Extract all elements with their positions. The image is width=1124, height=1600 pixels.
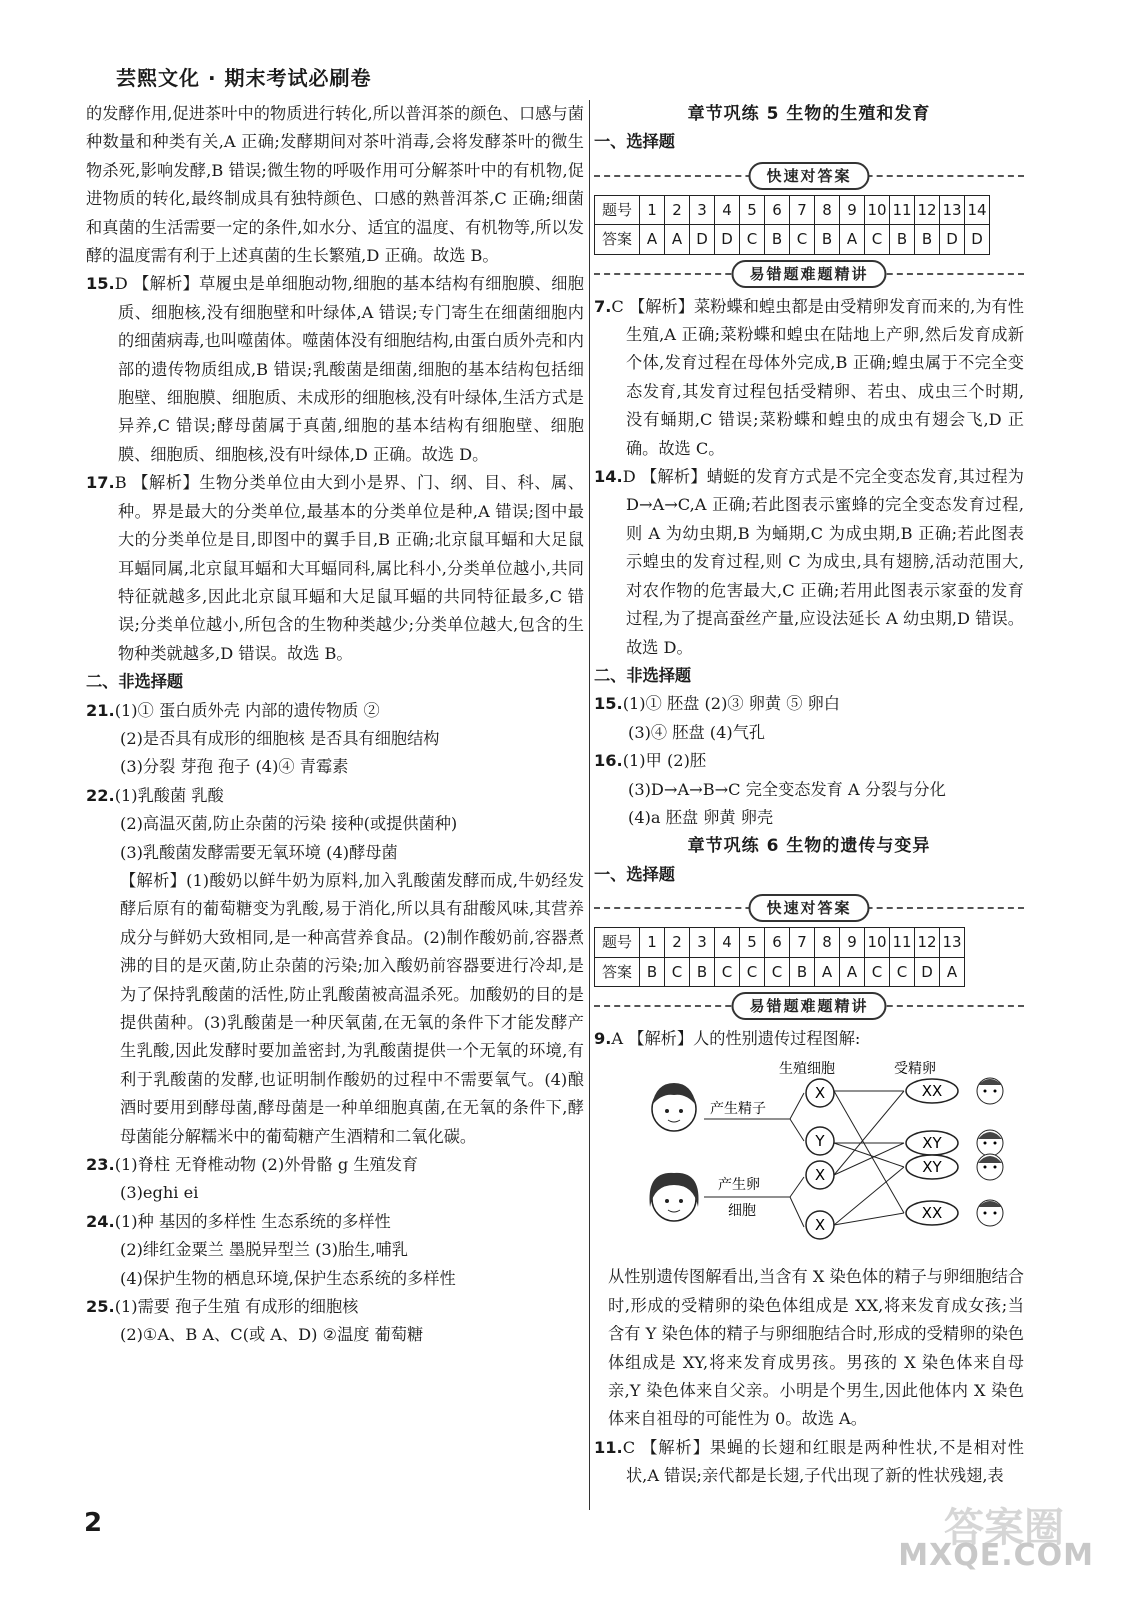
gamete-label: X xyxy=(814,1084,826,1103)
question-number-cell: 10 xyxy=(865,195,890,224)
question-number-cell: 6 xyxy=(765,928,790,957)
column-divider xyxy=(589,100,590,1510)
question-number: 24. xyxy=(86,1211,115,1231)
egg-label-2: 细胞 xyxy=(728,1203,756,1220)
row-label: 题号 xyxy=(595,928,640,957)
question-item xyxy=(86,697,584,725)
girl-face-icon xyxy=(977,1078,1003,1104)
banner-label: 快速对答案 xyxy=(748,894,869,922)
answer-cell: D xyxy=(690,225,715,254)
question-item xyxy=(86,1151,584,1179)
question-number: 23. xyxy=(86,1155,115,1175)
question-item xyxy=(594,293,1024,463)
ch6-section-choice: 一、选择题 xyxy=(594,864,675,884)
answer-line: (4)保护生物的栖息环境,保护生态系统的多样性 xyxy=(120,1268,456,1288)
answer-cell: A xyxy=(840,225,865,254)
answer-cell: A xyxy=(665,225,690,254)
question-9-explanation: 从性别遗传图解看出,当含有 X 染色体的精子与卵细胞结合时,形成的受精卵的染色体组成是 XX,将来发育成女孩;当含有 Y 染色体的精子与卵细胞结合时,形成的受精卵的染色体组成是 XY,将来发育成男孩。男孩的 X 染色体来自母亲,Y 染色体来自父亲。小明是个男生,因此他体内 X 染色体来自祖母的可能性为 0。故选 A。 xyxy=(608,1267,1024,1429)
answer-cell: C xyxy=(890,957,915,986)
question-number-cell: 7 xyxy=(790,195,815,224)
question-number-cell: 8 xyxy=(815,195,840,224)
question-text: A 【解析】人的性别遗传过程图解: xyxy=(611,1028,861,1048)
question-number-cell: 1 xyxy=(640,928,665,957)
answer-line: (3)分裂 芽孢 孢子 (4)④ 青霉素 xyxy=(120,757,349,777)
answer-line: (3)乳酸菌发酵需要无氧环境 (4)酵母菌 xyxy=(120,842,398,862)
answer-cell: A xyxy=(640,225,665,254)
question-text: (1)乳酸菌 乳酸 xyxy=(114,785,224,805)
question-item xyxy=(86,1293,584,1321)
answer-cell: B xyxy=(765,225,790,254)
banner-label: 快速对答案 xyxy=(748,162,869,190)
question-number: 15. xyxy=(594,694,623,714)
question-number-cell: 4 xyxy=(715,195,740,224)
question-text: (1)脊柱 无脊椎动物 (2)外骨骼 g 生殖发育 xyxy=(114,1155,419,1175)
answer-cell: B xyxy=(815,225,840,254)
question-item xyxy=(86,270,584,469)
ch5-section-choice: 一、选择题 xyxy=(594,132,675,152)
gamete-label: X xyxy=(814,1166,826,1185)
boy-face-icon xyxy=(977,1154,1003,1180)
banner-label: 易错题难题精讲 xyxy=(731,992,886,1020)
zygote-label: XX xyxy=(921,1082,943,1101)
question-text: (1)① 蛋白质外壳 内部的遗传物质 ② xyxy=(114,700,380,720)
section-heading: 二、非选择题 xyxy=(86,672,184,692)
answer-cell: C xyxy=(790,225,815,254)
answer-cell: C xyxy=(865,957,890,986)
answer-line: (2)①A、B A、C(或 A、D) ②温度 葡萄糖 xyxy=(120,1325,424,1345)
answer-cell: B xyxy=(640,957,665,986)
answer-line: (2)高温灭菌,防止杂菌的污染 接种(或提供菌种) xyxy=(120,814,458,834)
question-number: 16. xyxy=(594,751,623,771)
explain-banner xyxy=(594,989,1024,1023)
question-number-cell: 7 xyxy=(790,928,815,957)
question-number: 21. xyxy=(86,700,115,720)
table-row xyxy=(595,957,965,986)
sperm-label: 产生精子 xyxy=(710,1101,766,1118)
row-label: 题号 xyxy=(595,195,640,224)
inheritance-svg xyxy=(594,1057,1024,1257)
boy-face-icon xyxy=(977,1130,1003,1156)
question-number-cell: 2 xyxy=(665,928,690,957)
row-label: 答案 xyxy=(595,225,640,254)
zygote-label: XX xyxy=(921,1204,943,1223)
question-number-cell: 11 xyxy=(890,195,915,224)
answer-cell: D xyxy=(715,225,740,254)
question-text: (1)甲 (2)胚 xyxy=(622,751,707,771)
answer-line: (3)D→A→B→C 完全变态发育 A 分裂与分化 xyxy=(628,779,946,799)
question-text: C 【解析】菜粉蝶和蝗虫都是由受精卵发育而来的,为有性生殖,A 正确;菜粉蝶和蝗虫在陆地上产卵,然后发育成新个体,发育过程在母体外完成,B 正确;蝗虫属于不完全变态发育,其发育过程包括受精卵、若虫、成虫三个时期,没有蛹期,C 错误;菜粉蝶和蝗虫的成虫有翅会飞,D 正确。故选 C。 xyxy=(611,296,1024,458)
zygote-label: XY xyxy=(922,1134,942,1153)
answer-line: (3)eghi ei xyxy=(120,1183,199,1203)
answer-cell: A xyxy=(840,957,865,986)
right-column xyxy=(594,100,1024,1491)
answer-cell: C xyxy=(865,225,890,254)
answer-cell: C xyxy=(740,225,765,254)
answer-cell: B xyxy=(790,957,815,986)
question-item xyxy=(594,690,1024,718)
zygote-header: 受精卵 xyxy=(894,1061,936,1078)
question-number-cell: 5 xyxy=(740,195,765,224)
answer-cell: B xyxy=(690,957,715,986)
egg-label-1: 产生卵 xyxy=(718,1177,760,1194)
question-9 xyxy=(594,1025,1024,1053)
question-item xyxy=(86,469,584,668)
banner-label: 易错题难题精讲 xyxy=(731,260,886,288)
answer-cell: C xyxy=(740,957,765,986)
question-item xyxy=(594,463,1024,662)
answer-cell: C xyxy=(665,957,690,986)
gamete-nodes xyxy=(806,1079,834,1239)
question-item xyxy=(86,782,584,810)
answer-cell: D xyxy=(940,225,965,254)
answer-line: (2)是否具有成形的细胞核 是否具有细胞结构 xyxy=(120,728,440,748)
question-number: 14. xyxy=(594,467,623,487)
question-text: B 【解析】生物分类单位由大到小是界、门、纲、目、科、属、种。界是最大的分类单位,最基本的分类单位是种,A 错误;图中最大的分类单位是目,即图中的翼手目,B 正确;北京鼠耳蝠和大足鼠耳蝠同属,北京鼠耳蝠和大耳蝠同科,属比科小,分类单位越小,共同特征就越多,因此北京鼠耳蝠和大足鼠耳蝠的共同特征最多,C 错误;分类单位越小,所包含的生物种类越少;分类单位越大,包含的生物种类就越多,D 错误。故选 B。 xyxy=(114,473,584,663)
chapter-5-title: 章节巩练 5 生物的生殖和发育 xyxy=(687,104,931,124)
zygote-label: XY xyxy=(922,1158,942,1177)
answer-line: 【解析】(1)酸奶以鲜牛奶为原料,加入乳酸菌发酵而成,牛奶经发酵后原有的葡萄糖变为乳酸,易于消化,所以具有甜酸风味,其营养成分与鲜奶大致相同,是一种高营养食品。(2)制作酸奶前,容器煮沸的目的是灭菌,防止杂菌的污染;加入酸奶前容器要进行冷却,是为了保持乳酸菌的活性,防止乳酸菌被高温杀死。加酸奶的目的是提供菌种。(3)乳酸菌是一种厌氧菌,在无氧的条件下才能发酵产生乳酸,因此发酵时要加盖密封,为乳酸菌提供一个无氧的环境,有利于乳酸菌的发酵,也证明制作酸奶的过程中不需要氧气。(4)酿酒时要用到酵母菌,酵母菌是一种单细胞真菌,在无氧的条件下,酵母菌能分解糯米中的葡萄糖产生酒精和二氧化碳。 xyxy=(120,870,584,1146)
gamete-label: Y xyxy=(815,1132,825,1151)
quick-answer-banner xyxy=(594,891,1024,925)
question-text: C 【解析】果蝇的长翅和红眼是两种性状,不是相对性状,A 错误;亲代都是长翅,子代出现了新的性状残翅,表 xyxy=(622,1437,1024,1486)
question-text: (1)种 基因的多样性 生态系统的多样性 xyxy=(114,1211,391,1231)
answer-cell: B xyxy=(915,225,940,254)
question-number-cell: 3 xyxy=(690,195,715,224)
question-number-cell: 5 xyxy=(740,928,765,957)
question-number-cell: 6 xyxy=(765,195,790,224)
answer-line: (4)a 胚盘 卵黄 卵壳 xyxy=(628,807,774,827)
question-number-cell: 11 xyxy=(890,928,915,957)
answer-table-ch6 xyxy=(594,927,965,987)
question-number-cell: 9 xyxy=(840,195,865,224)
explain-banner xyxy=(594,257,1024,291)
question-number-cell: 3 xyxy=(690,928,715,957)
question-number-cell: 1 xyxy=(640,195,665,224)
answer-cell: A xyxy=(940,957,965,986)
answer-cell: B xyxy=(890,225,915,254)
answer-cell: D xyxy=(915,957,940,986)
paragraph: 的发酵作用,促进茶叶中的物质进行转化,所以普洱茶的颜色、口感与菌种数量和种类有关,A 正确;发酵期间对茶叶消毒,会将发酵茶叶的微生物杀死,影响发酵,B 错误;微生物的呼吸作用可分解茶叶中的有机物,促进物质的转化,最终制成具有独特颜色、口感的熟普洱茶,C 正确;细菌和真菌的生活需要一定的条件,如水分、适宜的温度、有机物等,所以发酵的温度需有利于上述真菌的生长繁殖,D 正确。故选 B。 xyxy=(86,104,584,266)
question-number-cell: 2 xyxy=(665,195,690,224)
mother-face-icon xyxy=(650,1173,699,1221)
answer-cell: C xyxy=(765,957,790,986)
gamete-header: 生殖细胞 xyxy=(779,1061,835,1078)
row-label: 答案 xyxy=(595,957,640,986)
answer-cell: D xyxy=(965,225,990,254)
question-text: D 【解析】草履虫是单细胞动物,细胞的基本结构有细胞膜、细胞质、细胞核,没有细胞壁和叶绿体,A 错误;专门寄生在细菌细胞内的细菌病毒,也叫噬菌体。噬菌体没有细胞结构,由蛋白质外壳和内部的遗传物质组成,B 错误;乳酸菌是细菌,细胞的基本结构包括细胞壁、细胞膜、细胞质、未成形的细胞核,没有叶绿体,生活方式是异养,C 错误;酵母菌属于真菌,细胞的基本结构有细胞壁、细胞膜、细胞质、细胞核,没有叶绿体,D 正确。故选 D。 xyxy=(114,274,584,464)
question-number-cell: 12 xyxy=(915,195,940,224)
chapter-6-title: 章节巩练 6 生物的遗传与变异 xyxy=(687,836,931,857)
question-number-cell: 14 xyxy=(965,195,990,224)
question-text: (1)需要 孢子生殖 有成形的细胞核 xyxy=(114,1297,359,1317)
watermark-logo: 答案圈 xyxy=(944,1505,1064,1551)
question-item xyxy=(86,1208,584,1236)
question-number: 11. xyxy=(594,1437,623,1457)
question-number-cell: 10 xyxy=(865,928,890,957)
left-column xyxy=(86,100,584,1350)
question-number: 25. xyxy=(86,1297,115,1317)
page-number: 2 xyxy=(84,1508,103,1538)
question-number-cell: 9 xyxy=(840,928,865,957)
question-number: 15. xyxy=(86,274,115,294)
zygote-nodes xyxy=(906,1079,958,1225)
question-text: D 【解析】蜻蜓的发育方式是不完全变态发育,其过程为 D→A→C,A 正确;若此图表示蜜蜂的完全变态发育过程,则 A 为幼虫期,B 为蛹期,C 为成虫期,B 正确;若此图表示蝗虫的发育过程,则 C 为成虫,具有翅膀,活动范围大,对农作物的危害最大,C 正确;若用此图表示家蚕的发育过程,为了提高蚕丝产量,应设法延长 A 幼虫期,D 错误。故选 D。 xyxy=(622,467,1024,657)
section-heading: 二、非选择题 xyxy=(594,665,692,685)
table-row xyxy=(595,225,990,254)
answer-table-ch5 xyxy=(594,195,990,255)
table-row xyxy=(595,195,990,224)
gamete-label: X xyxy=(814,1216,826,1235)
question-number-cell: 12 xyxy=(915,928,940,957)
question-number: 17. xyxy=(86,473,115,493)
question-number-cell: 8 xyxy=(815,928,840,957)
sex-inheritance-diagram xyxy=(594,1057,1024,1257)
question-number-cell: 4 xyxy=(715,928,740,957)
question-number-cell: 13 xyxy=(940,928,965,957)
question-number: 22. xyxy=(86,785,115,805)
question-text: (1)① 胚盘 (2)③ 卵黄 ⑤ 卵白 xyxy=(622,694,840,714)
question-number: 9. xyxy=(594,1028,612,1048)
quick-answer-banner xyxy=(594,159,1024,193)
page-header: 芸熙文化 · 期末考试必刷卷 xyxy=(116,66,372,90)
girl-face-icon xyxy=(977,1200,1003,1226)
answer-cell: C xyxy=(715,957,740,986)
father-face-icon xyxy=(652,1083,696,1131)
answer-cell: A xyxy=(815,957,840,986)
question-item xyxy=(594,747,1024,775)
answer-line: (3)④ 胚盘 (4)气孔 xyxy=(628,722,766,742)
question-number-cell: 13 xyxy=(940,195,965,224)
table-row xyxy=(595,928,965,957)
question-number: 7. xyxy=(594,296,612,316)
ch5-items xyxy=(594,293,1024,833)
answer-line: (2)绯红金粟兰 墨脱异型兰 (3)胎生,哺乳 xyxy=(120,1240,408,1260)
question-11 xyxy=(594,1434,1024,1491)
watermark: MXQE.COM xyxy=(898,1538,1094,1573)
